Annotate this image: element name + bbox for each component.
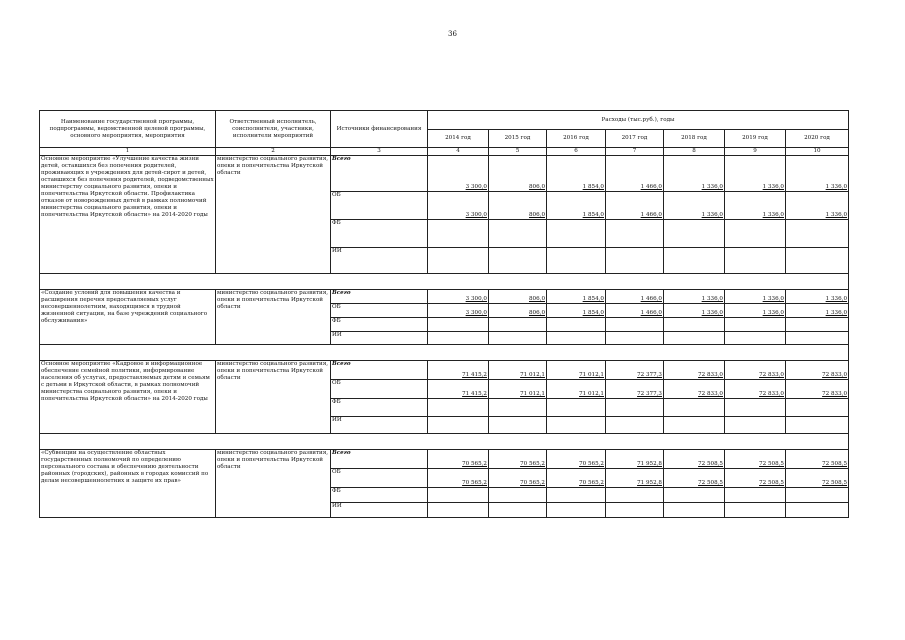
expense-value <box>489 332 547 345</box>
expense-value <box>786 488 849 503</box>
expense-value: 72 833,0 <box>725 361 786 380</box>
expense-value <box>725 399 786 417</box>
expense-value <box>786 503 849 518</box>
funding-source: ОБ <box>331 304 428 318</box>
budget-table <box>39 110 849 518</box>
header-year: 2015 год <box>489 130 547 148</box>
expense-value <box>725 417 786 434</box>
program-name: «Субвенции на осуществление областных государственных полномочий по определению персонального состава и обеспечению деятельности районных (городских), районных в городах комиссий по делам несовершеннолетних и защите их прав» <box>40 450 216 518</box>
expense-value <box>664 503 725 518</box>
expense-value <box>664 248 725 274</box>
executor: министерство социального развития, опеки и попечительства Иркутской области <box>216 156 331 274</box>
expense-value <box>786 220 849 248</box>
column-number: 1 <box>40 148 216 156</box>
funding-source: ФБ <box>331 488 428 503</box>
expense-value <box>725 488 786 503</box>
expense-value: 71 012,1 <box>489 361 547 380</box>
header-year: 2017 год <box>606 130 664 148</box>
header-executor: Ответственный исполнитель, соисполнители, участники, исполнители мероприятий <box>216 111 331 148</box>
expense-value: 1 336,0 <box>786 156 849 192</box>
column-number: 9 <box>725 148 786 156</box>
expense-value: 1 336,0 <box>786 304 849 318</box>
funding-source: ОБ <box>331 192 428 220</box>
column-number: 4 <box>428 148 489 156</box>
program-name: «Создание условий для повышения качества и расширения перечня предоставляемых услуг несовершеннолетним, находящимся в трудной жизненной ситуации, на базе учреждений социального обслуживания» <box>40 290 216 345</box>
expense-value <box>606 503 664 518</box>
expense-value <box>786 248 849 274</box>
expense-value <box>664 399 725 417</box>
header-year: 2014 год <box>428 130 489 148</box>
expense-value: 3 300,0 <box>428 156 489 192</box>
expense-value: 72 833,0 <box>786 380 849 399</box>
funding-source: Всего <box>331 361 428 380</box>
expense-value: 70 565,2 <box>547 469 606 488</box>
expense-value: 71 952,8 <box>606 469 664 488</box>
expense-value <box>725 332 786 345</box>
expense-value <box>489 503 547 518</box>
page-number: 36 <box>448 30 457 38</box>
expense-value <box>428 399 489 417</box>
expense-value <box>606 318 664 332</box>
executor: министерство социального развития, опеки и попечительства Иркутской области <box>216 290 331 345</box>
expense-value: 806,0 <box>489 156 547 192</box>
expense-value: 70 565,2 <box>547 450 606 469</box>
block-separator <box>40 434 849 450</box>
funding-source: ФБ <box>331 220 428 248</box>
expense-value: 72 377,3 <box>606 361 664 380</box>
expense-value: 72 508,5 <box>725 469 786 488</box>
block-separator <box>40 274 849 290</box>
expense-value: 71 012,1 <box>547 380 606 399</box>
expense-value <box>489 220 547 248</box>
expense-value: 1 336,0 <box>664 156 725 192</box>
expense-value <box>428 318 489 332</box>
expense-value: 1 336,0 <box>786 192 849 220</box>
expense-value <box>428 220 489 248</box>
expense-value: 71 415,2 <box>428 380 489 399</box>
expense-value <box>725 318 786 332</box>
expense-value <box>428 332 489 345</box>
expense-value: 70 565,2 <box>489 469 547 488</box>
expense-value: 1 336,0 <box>664 290 725 304</box>
expense-value <box>786 318 849 332</box>
expense-value: 1 466,0 <box>606 304 664 318</box>
expense-value <box>428 417 489 434</box>
expense-value: 72 833,0 <box>725 380 786 399</box>
expense-value <box>606 488 664 503</box>
expense-value: 72 508,5 <box>664 469 725 488</box>
expense-value: 1 854,0 <box>547 290 606 304</box>
expense-value <box>725 248 786 274</box>
expense-value <box>489 417 547 434</box>
expense-value <box>489 399 547 417</box>
expense-value: 1 336,0 <box>664 192 725 220</box>
expense-value <box>428 503 489 518</box>
expense-value <box>547 488 606 503</box>
expense-value: 1 466,0 <box>606 290 664 304</box>
table-row <box>40 361 849 380</box>
expense-value: 72 833,0 <box>664 380 725 399</box>
header-expenses: Расходы (тыс.руб.), годы <box>428 111 849 130</box>
expense-value: 72 833,0 <box>786 361 849 380</box>
expense-value: 806,0 <box>489 304 547 318</box>
expense-value <box>725 503 786 518</box>
expense-value: 72 508,5 <box>786 450 849 469</box>
expense-value <box>725 220 786 248</box>
expense-value <box>547 417 606 434</box>
expense-value <box>428 488 489 503</box>
expense-value <box>547 220 606 248</box>
expense-value: 71 415,2 <box>428 361 489 380</box>
header-year: 2018 год <box>664 130 725 148</box>
column-number: 2 <box>216 148 331 156</box>
header-year: 2020 год <box>786 130 849 148</box>
expense-value <box>664 417 725 434</box>
funding-source: ИИ <box>331 248 428 274</box>
expense-value: 1 466,0 <box>606 156 664 192</box>
column-number: 3 <box>331 148 428 156</box>
program-name: Основное мероприятие «Улучшение качества жизни детей, оставшихся без попечения родителей, проживающих в учреждениях для детей-сирот и детей, оставшихся без попечения родителей, подведомственных министерству социального развития, опеки и попечительства Иркутской области. Профилактика отказов от новорожденных детей в рамках полномочий министерства социального развития, опеки и попечительства Иркутской области» на 2014-2020 годы <box>40 156 216 274</box>
expense-value: 1 336,0 <box>725 192 786 220</box>
block-separator <box>40 345 849 361</box>
table-row <box>40 156 849 192</box>
executor: министерство социального развития, опеки и попечительства Иркутской области <box>216 361 331 434</box>
expense-value <box>664 318 725 332</box>
expense-value: 1 854,0 <box>547 304 606 318</box>
funding-source: Всего <box>331 450 428 469</box>
program-name: Основное мероприятие «Кадровое и информационное обеспечение семейной политики, информирование населения об услугах, предоставляемых детям и семьям с детьми в Иркутской области, в рамках полномочий министерства социального развития, опеки и попечительства Иркутской области» на 2014-2020 годы <box>40 361 216 434</box>
expense-value <box>786 399 849 417</box>
expense-value: 3 300,0 <box>428 304 489 318</box>
table-row <box>40 290 849 304</box>
funding-source: ОБ <box>331 469 428 488</box>
expense-value: 1 336,0 <box>725 290 786 304</box>
column-number: 8 <box>664 148 725 156</box>
expense-value: 806,0 <box>489 192 547 220</box>
expense-value: 70 565,2 <box>489 450 547 469</box>
expense-value: 806,0 <box>489 290 547 304</box>
expense-value: 71 012,1 <box>547 361 606 380</box>
expense-value: 72 508,5 <box>725 450 786 469</box>
executor: министерство социального развития, опеки и попечительства Иркутской области <box>216 450 331 518</box>
expense-value: 72 377,3 <box>606 380 664 399</box>
expense-value: 72 508,5 <box>786 469 849 488</box>
funding-source: ОБ <box>331 380 428 399</box>
expense-value: 70 565,2 <box>428 469 489 488</box>
expense-value <box>547 503 606 518</box>
expense-value <box>606 417 664 434</box>
expense-value <box>786 417 849 434</box>
header-funding-source: Источники финансирования <box>331 111 428 148</box>
expense-value: 1 336,0 <box>786 290 849 304</box>
funding-source: ИИ <box>331 417 428 434</box>
expense-value <box>786 332 849 345</box>
expense-value <box>606 220 664 248</box>
expense-value <box>664 220 725 248</box>
expense-value: 1 336,0 <box>725 304 786 318</box>
column-number: 6 <box>547 148 606 156</box>
expense-value: 71 952,8 <box>606 450 664 469</box>
header-program-name: Наименование государственной программы, подпрограммы, ведомственной целевой программы, основного мероприятия, мероприятия <box>40 111 216 148</box>
expense-value <box>664 488 725 503</box>
expense-value <box>489 248 547 274</box>
expense-value <box>606 332 664 345</box>
expense-value: 1 336,0 <box>664 304 725 318</box>
column-number: 10 <box>786 148 849 156</box>
expense-value <box>547 318 606 332</box>
expense-value <box>489 318 547 332</box>
expense-value: 3 300,0 <box>428 192 489 220</box>
expense-value <box>606 248 664 274</box>
expense-value: 1 854,0 <box>547 192 606 220</box>
expense-value: 72 508,5 <box>664 450 725 469</box>
expense-value: 3 300,0 <box>428 290 489 304</box>
expense-value: 70 565,2 <box>428 450 489 469</box>
funding-source: ИИ <box>331 503 428 518</box>
expense-value: 1 854,0 <box>547 156 606 192</box>
funding-source: Всего <box>331 290 428 304</box>
expense-value: 72 833,0 <box>664 361 725 380</box>
expense-value: 1 336,0 <box>725 156 786 192</box>
header-year: 2016 год <box>547 130 606 148</box>
funding-source: ФБ <box>331 399 428 417</box>
funding-source: ИИ <box>331 332 428 345</box>
column-number: 5 <box>489 148 547 156</box>
header-year: 2019 год <box>725 130 786 148</box>
expense-value <box>547 332 606 345</box>
funding-source: Всего <box>331 156 428 192</box>
expense-value <box>606 399 664 417</box>
expense-value <box>664 332 725 345</box>
expense-value: 71 012,1 <box>489 380 547 399</box>
funding-source: ФБ <box>331 318 428 332</box>
expense-value <box>489 488 547 503</box>
expense-value: 1 466,0 <box>606 192 664 220</box>
column-number: 7 <box>606 148 664 156</box>
expense-value <box>547 399 606 417</box>
table-row <box>40 450 849 469</box>
expense-value <box>547 248 606 274</box>
expense-value <box>428 248 489 274</box>
